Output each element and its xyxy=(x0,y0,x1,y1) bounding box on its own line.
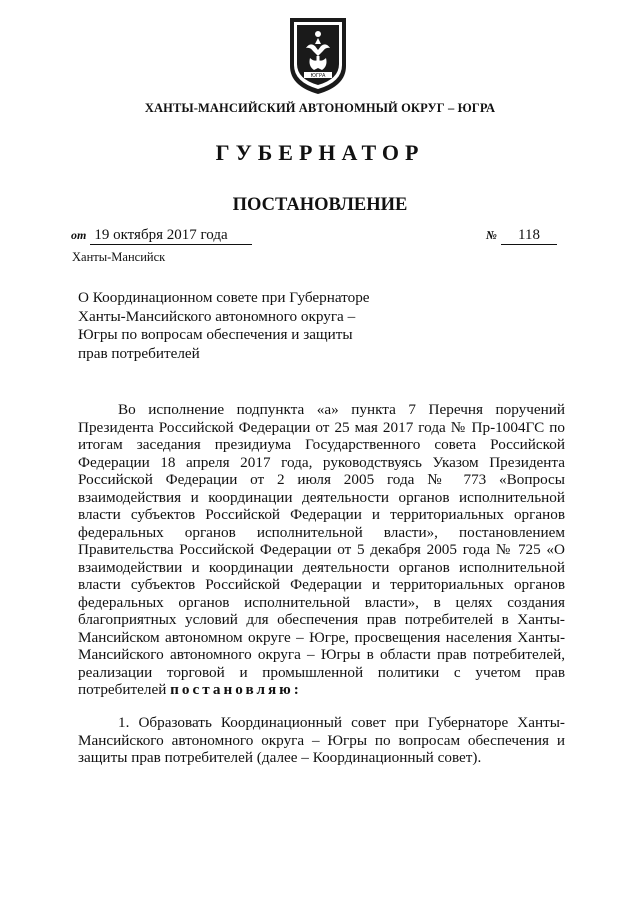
decree-word: постановляю: xyxy=(170,681,302,698)
authority-title: ГУБЕРНАТОР xyxy=(215,140,425,165)
svg-text:ЮГРА: ЮГРА xyxy=(310,73,326,79)
document-date: 19 октября 2017 года xyxy=(90,227,252,245)
number-line xyxy=(486,227,557,245)
preamble xyxy=(78,401,565,699)
document-number: 118 xyxy=(501,227,557,245)
number-prefix: № xyxy=(486,228,497,242)
document-subject: О Координационном совете при Губернаторе Ханты-Мансийского автономного округа – Югры по вопросам обеспечения и защиты прав потребителей xyxy=(78,289,370,362)
coat-of-arms-icon xyxy=(286,14,350,98)
date-prefix: от xyxy=(71,228,87,242)
document-type: ПОСТАНОВЛЕНИЕ xyxy=(232,195,408,215)
decree-item-1: 1. Образовать Координационный совет при Губернаторе Ханты-Мансийского автономного округа – Югры по вопросам обеспечения и защиты прав потребителей (далее – Координационный совет). xyxy=(78,714,565,766)
city: Ханты-Мансийск xyxy=(72,250,166,264)
preamble-text: Во исполнение подпункта «а» пункта 7 Перечня поручений Президента Российской Федерации от 25 мая 2017 года № Пр-1004ГС по итогам заседания президиума Государственного совета Российской Федерации 18 апреля 2017 года, руководствуясь Указом Президента Российской Федерации от 2 июля 2005 года № 773 «Вопросы взаимодействия и координации деятельности органов исполнительной власти субъектов Российской Федерации и территориальных органов федеральных органов исполнительной власти», постановлением Правительства Российской Федерации от 5 декабря 2005 года № 725 «О взаимодействии и координации деятельности органов исполнительной власти субъектов Российской Федерации и территориальных органов федеральных органов исполнительной власти», в целях создания благоприятных условий для обеспечения прав потребителей в Ханты-Мансийском автономном округе – Югре, просвещения населения Ханты-Мансийского автономного округа – Югры в области прав потребителей, реализации торговой и промышленной политики с учетом прав потребителей xyxy=(78,401,565,698)
date-line xyxy=(71,227,252,245)
region-title: ХАНТЫ-МАНСИЙСКИЙ АВТОНОМНЫЙ ОКРУГ – ЮГРА xyxy=(144,101,496,115)
